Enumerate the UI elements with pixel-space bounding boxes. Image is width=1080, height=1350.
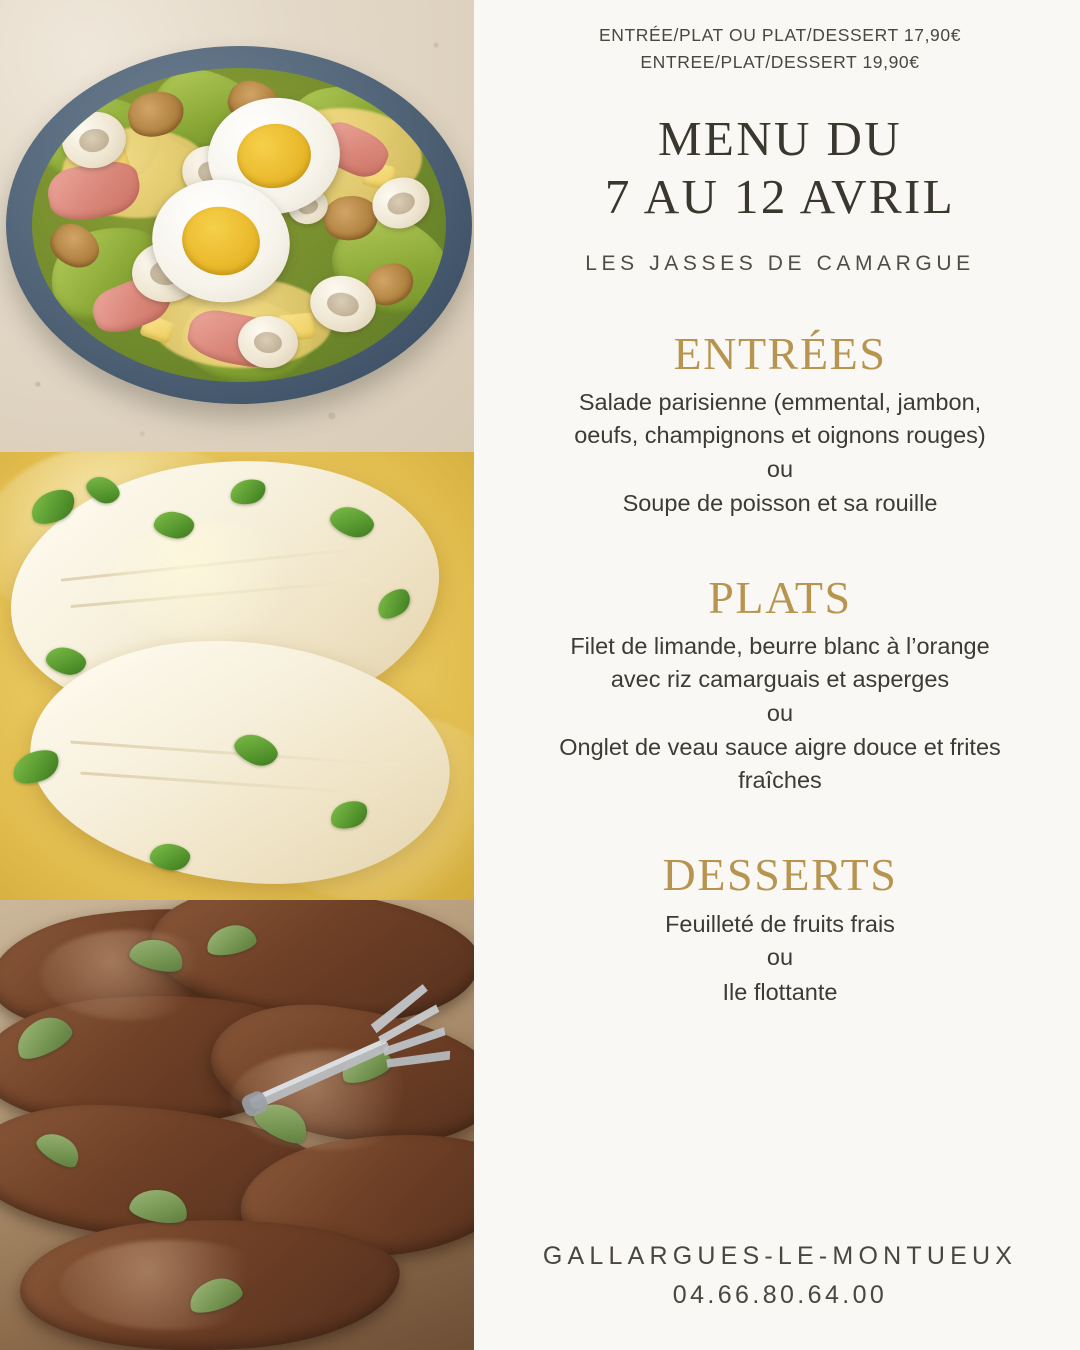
section-desserts [508, 851, 1052, 1008]
bowl [6, 46, 472, 404]
dish-line: Filet de limande, beurre blanc à l’orange [570, 633, 990, 660]
dish-line: Salade parisienne (emmental, jambon, [578, 389, 982, 416]
bowl-interior [32, 68, 446, 382]
footer-phone[interactable]: 04.66.80.64.00 [672, 1281, 888, 1309]
conjunction-ou: ou [766, 944, 794, 971]
salad-photo [0, 0, 474, 452]
menu-title-line-2: 7 AU 12 AVRIL [604, 169, 956, 225]
fish-photo [0, 452, 474, 900]
dish-line: fraîches [738, 767, 822, 794]
restaurant-name: LES JASSES DE CAMARGUE [585, 251, 975, 275]
menu-title-line-1: MENU DU [657, 111, 903, 167]
conjunction-ou: ou [766, 700, 794, 727]
section-heading-entrees: ENTRÉES [673, 327, 887, 379]
menu-text-column [474, 0, 1080, 1350]
dish-line: Ile flottante [722, 978, 838, 1005]
dish-line: Soupe de poisson et sa rouille [622, 490, 938, 517]
dish-line: oeufs, champignons et oignons rouges) [574, 422, 986, 449]
section-heading-plats: PLATS [708, 572, 852, 624]
photo-column [0, 0, 474, 1350]
price-line-formula-3: ENTREE/PLAT/DESSERT 19,90€ [640, 52, 920, 73]
footer [508, 1242, 1052, 1324]
footer-town: GALLARGUES-LE-MONTUEUX [542, 1242, 1018, 1270]
section-entrees [508, 327, 1052, 520]
fork-icon [238, 976, 468, 1166]
price-line-formula-2: ENTRÉE/PLAT OU PLAT/DESSERT 17,90€ [598, 25, 962, 45]
dish-line: Onglet de veau sauce aigre douce et frites [559, 734, 1001, 761]
dish-line: Feuilleté de fruits frais [665, 910, 895, 937]
section-heading-desserts: DESSERTS [662, 849, 898, 901]
dish-line: avec riz camarguais et asperges [610, 666, 950, 693]
conjunction-ou: ou [766, 455, 794, 482]
section-plats [508, 574, 1052, 797]
meat-photo [0, 900, 474, 1350]
page-title [605, 110, 955, 226]
